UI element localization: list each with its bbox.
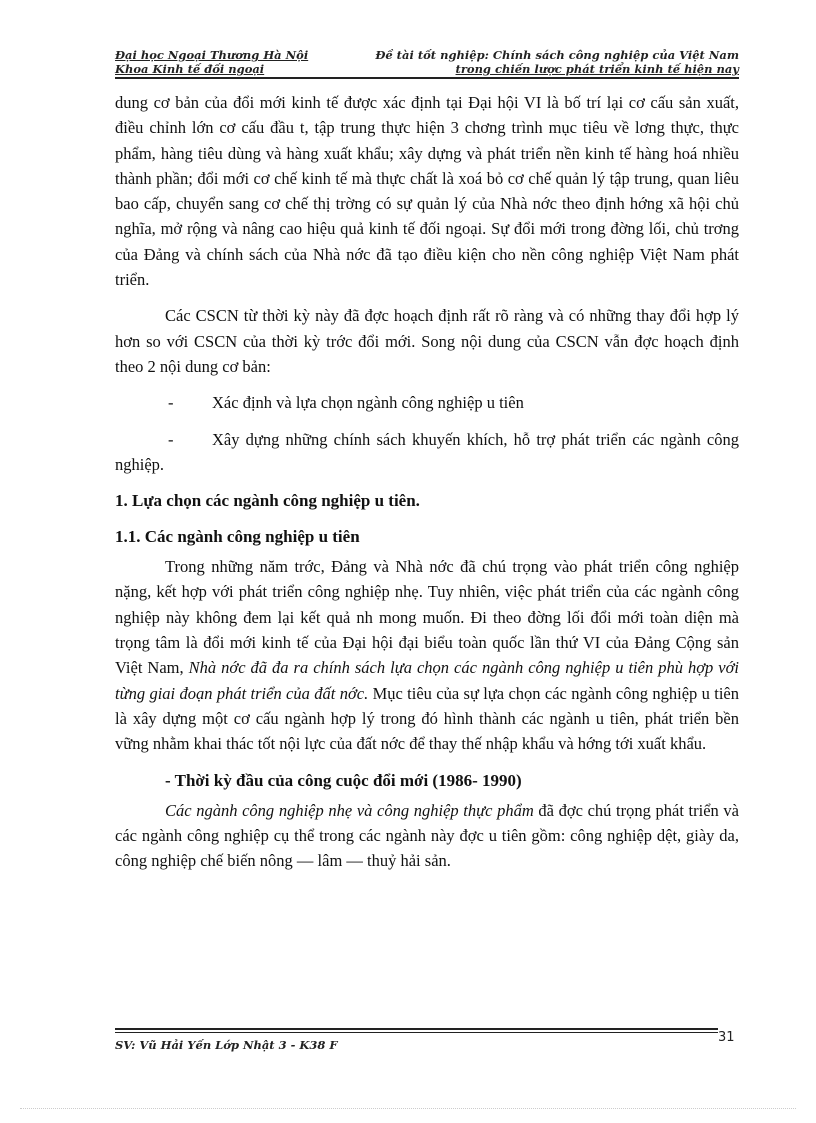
bullet-dash: - — [168, 393, 174, 413]
header-rule — [115, 77, 739, 79]
section-heading: 1. Lựa chọn các ngành công nghiệp u tiên. — [115, 491, 420, 511]
paragraph-text: Mục tiêu của sự lựa chọn các ngành công nghiệp u tiên là xây dựng một cơ cấu ngành hợp lý trong đó hình thành các ngành u tiên, phát triển bền vững nhằm khai thác tốt nội lực của đất nớc để thay thế nhập khẩu và hớng tới xuất khẩu. — [115, 683, 739, 754]
paragraph-italic-text: Các ngành công nghiệp nhẹ và công nghiệp thực phẩm — [165, 800, 534, 820]
paragraph-text: đã đợc chú trọng phát triển và các ngành công nghiệp cụ thể trong các ngành này đợc u tiên gồm: công nghiệp dệt, giày da, công nghiệp chế biến nông — lâm — thuỷ hải sản. — [115, 800, 740, 871]
bullet-text: Xây dựng những chính sách khuyến khích, hỗ trợ phát triển các ngành công nghiệp. — [115, 429, 739, 474]
paragraph-reform-content: dung cơ bản của đổi mới kinh tế được xác định tại Đại hội VI là bố trí lại cơ cấu sản xuất, điều chỉnh lớn cơ cấu đầu t, tập trung thực hiện 3 chơng trình mục tiêu về lơng thực, thực phẩm, hàng tiêu dùng và hàng xuất khẩu; xây dựng và phát triển nền kinh tế hàng hoá nhiều thành phần; đổi mới cơ chế kinh tế mà thực chất là xoá bỏ cơ chế quản lý tập trung, quan liêu bao cấp, chuyển sang cơ chế thị trờng có sự quản lý của Nhà nớc theo định hớng xã hội chủ nghĩa, mở rộng và nâng cao hiệu quả kinh tế đối ngoại. Sự đổi mới trong đờng lối, chủ trơng của Đảng và chính sách của Nhà nớc đã tạo điều kiện cho nền công nghiệp Việt Nam phát triển. — [115, 93, 739, 290]
header-thesis-title: Đề tài tốt nghiệp: Chính sách công nghiệp của Việt Nam — [375, 48, 739, 62]
subsection-heading: 1.1. Các ngành công nghiệp u tiên — [115, 527, 360, 547]
footer-rule — [115, 1028, 718, 1030]
paragraph-light-industries — [115, 798, 739, 874]
bullet-item — [115, 390, 739, 415]
page-body — [115, 90, 739, 874]
page-bottom-divider — [20, 1108, 796, 1109]
bullet-item — [115, 427, 739, 478]
header-thesis-subtitle: trong chiến lược phát triển kinh tế hiện nay — [455, 62, 739, 76]
paragraph-text: Trong những năm trớc, Đảng và Nhà nớc đã chú trọng vào phát triển công nghiệp nặng, kết hợp với phát triển công nghiệp nhẹ. Tuy nhiên, việc phát triển của các ngành công nghiệp này không đem lại kết quả nh mong muốn. Đi theo đờng lối đổi mới toàn diện mà trọng tâm là đổi mới kinh tế của Đại hội đại biểu toàn quốc lần thứ VI của Đảng Cộng sản Việt Nam, — [115, 557, 739, 678]
footer-rule — [115, 1032, 718, 1033]
page-number: 31 — [718, 1030, 735, 1045]
paragraph-cscn-planning: Các CSCN từ thời kỳ này đã đợc hoạch định rất rõ ràng và có những thay đổi hợp lý hơn so với CSCN của thời kỳ trớc đổi mới. Song nội dung của CSCN vẫn đợc hoạch định theo 2 nội dung cơ bản: — [115, 306, 739, 376]
footer-author: SV: Vũ Hải Yến Lớp Nhật 3 - K38 F — [115, 1038, 338, 1052]
period-heading: - Thời kỳ đầu của công cuộc đổi mới (1986- 1990) — [165, 770, 522, 790]
paragraph-priority-industries — [115, 554, 739, 756]
header-university: Đại học Ngoại Thương Hà Nội — [115, 48, 309, 62]
paragraph-italic-text: Nhà nớc đã đa ra chính sách lựa chọn các ngành công nghiệp u tiên phù hợp với từng giai đoạn phát triển của đất nớc. — [115, 658, 739, 703]
bullet-text: Xác định và lựa chọn ngành công nghiệp u tiên — [212, 393, 524, 413]
page-header — [115, 48, 739, 76]
header-faculty: Khoa Kinh tế đối ngoại — [115, 62, 265, 76]
bullet-dash: - — [168, 429, 174, 449]
